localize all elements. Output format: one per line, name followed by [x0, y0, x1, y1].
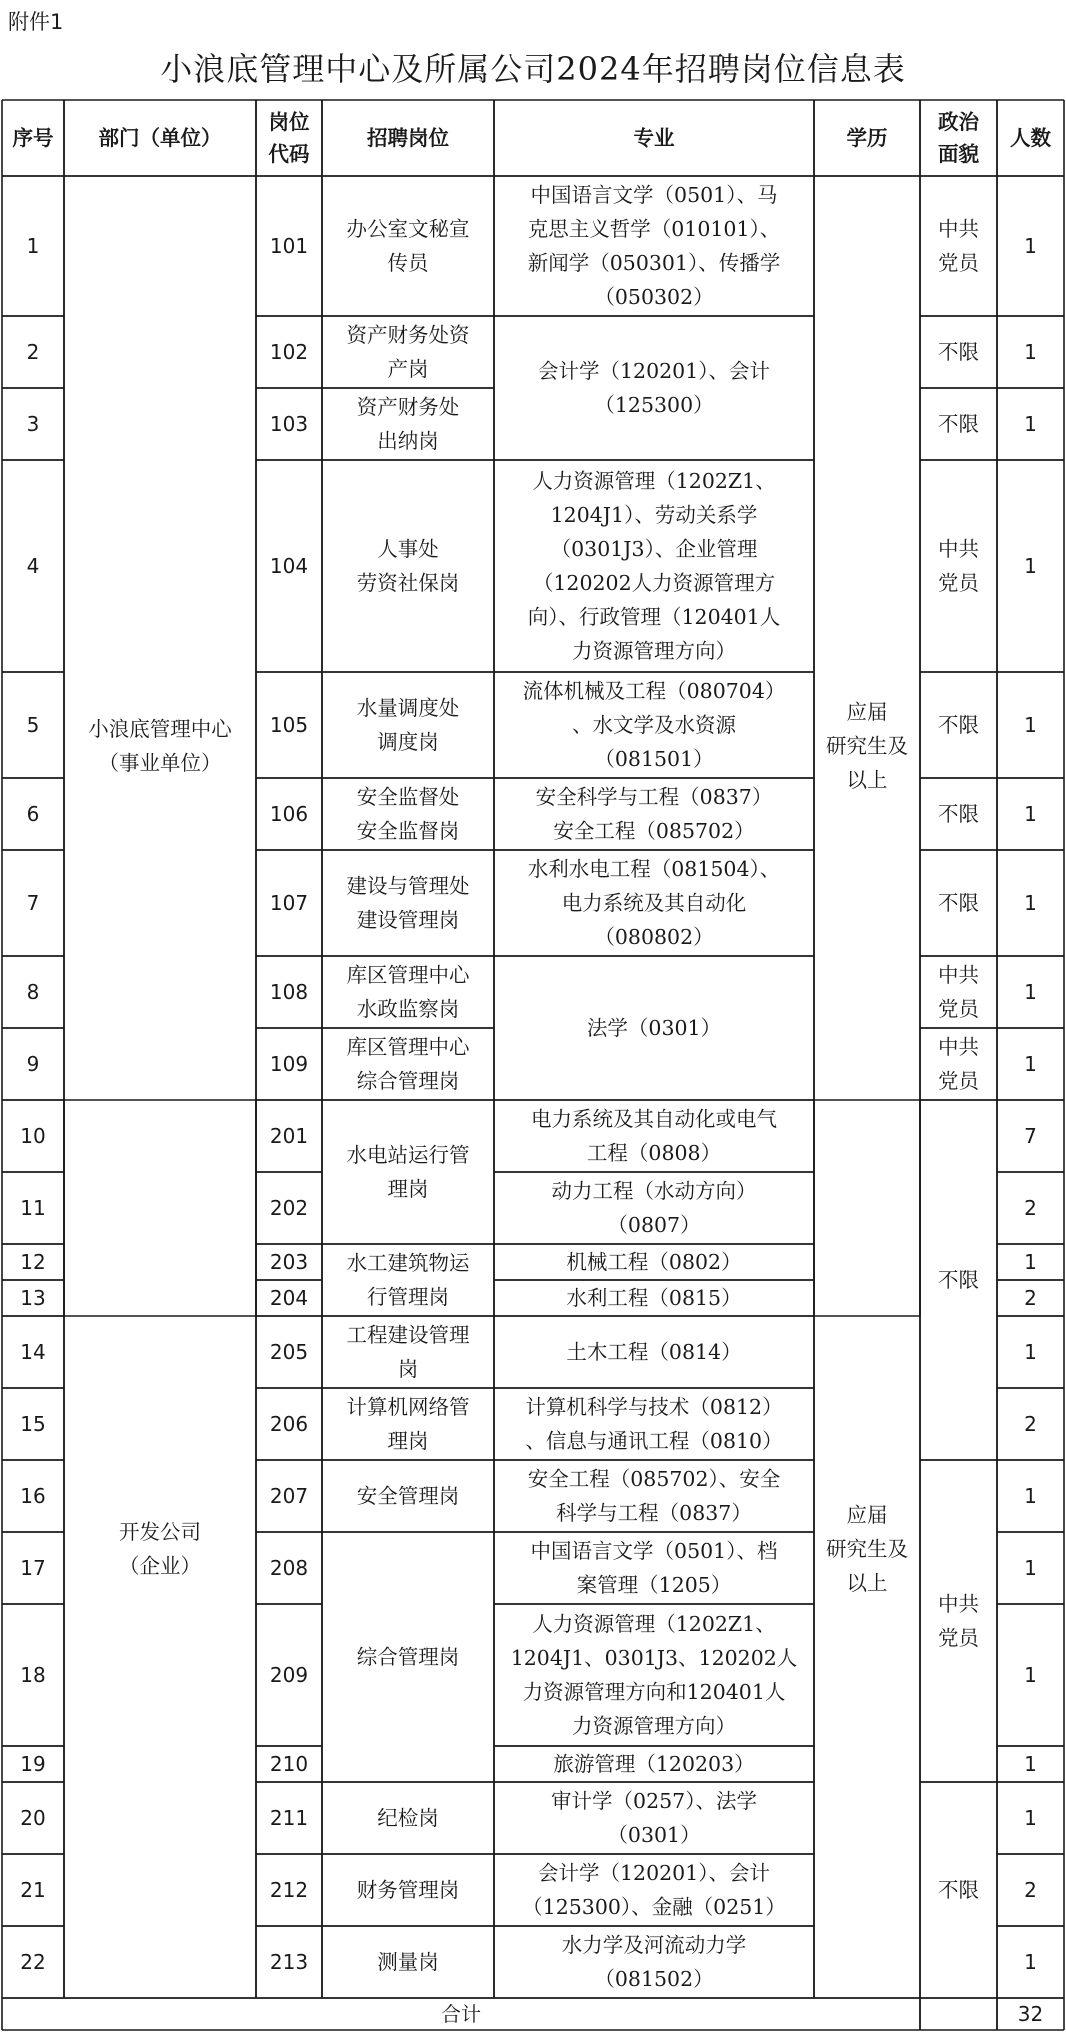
- cell-education: 应届 研究生及 以上: [826, 1503, 908, 1595]
- cell-seq: 11: [20, 1196, 46, 1220]
- cell-post-code: 210: [269, 1752, 309, 1776]
- cell-seq: 17: [20, 1556, 46, 1580]
- cell-headcount: 1: [1024, 1484, 1037, 1508]
- cell-major: 机械工程（0802）: [566, 1250, 742, 1274]
- cell-post-code: 109: [269, 1052, 309, 1076]
- cell-post-code: 104: [269, 554, 309, 578]
- cell-seq: 9: [26, 1052, 40, 1076]
- cell-major: 中国语言文学（0501）、马 克思主义哲学（010101）、 新闻学（050301）、传播学 （050302）: [527, 183, 781, 309]
- cell-major: 审计学（0257）、法学 （0301）: [551, 1789, 757, 1847]
- cell-post: 安全管理岗: [356, 1484, 460, 1508]
- cell-post: 工程建设管理 岗: [346, 1323, 470, 1381]
- cell-post: 办公室文秘宣 传员: [346, 217, 470, 275]
- cell-post: 纪检岗: [377, 1806, 439, 1830]
- cell-seq: 8: [26, 980, 40, 1004]
- cell-post: 水工建筑物运 行管理岗: [346, 1251, 470, 1309]
- total-headcount: 32: [1017, 2002, 1044, 2026]
- cell-headcount: 1: [1024, 1663, 1037, 1687]
- cell-post-code: 207: [269, 1484, 309, 1508]
- cell-headcount: 2: [1024, 1196, 1037, 1220]
- cell-seq: 13: [20, 1286, 46, 1310]
- cell-major: 人力资源管理（1202Z1、 1204J1、0301J3、120202人 力资源管理方向和120401人 力资源管理方向）: [510, 1612, 798, 1738]
- cell-major: 会计学（120201）、会计 （125300）: [537, 359, 770, 417]
- cell-headcount: 1: [1024, 1250, 1037, 1274]
- cell-headcount: 1: [1024, 980, 1037, 1004]
- cell-major: 电力系统及其自动化或电气 工程（0808）: [531, 1107, 777, 1165]
- cell-seq: 2: [26, 340, 40, 364]
- cell-post-code: 204: [269, 1286, 309, 1310]
- cell-post: 安全监督处 安全监督岗: [356, 785, 460, 843]
- cell-post-code: 213: [269, 1950, 309, 1974]
- cell-major: 水利工程（0815）: [566, 1286, 742, 1310]
- cell-political-status: 不限: [938, 1878, 979, 1902]
- cell-major: 计算机科学与技术（0812） 、信息与通讯工程（0810）: [525, 1395, 783, 1453]
- cell-headcount: 1: [1024, 802, 1037, 826]
- cell-department: 小浪底管理中心 （事业单位）: [88, 717, 232, 775]
- header-post-code: 岗位 代码: [268, 110, 310, 166]
- cell-political-status: 不限: [938, 891, 979, 915]
- cell-headcount: 1: [1024, 1556, 1037, 1580]
- cell-post: 库区管理中心 水政监察岗: [346, 963, 470, 1021]
- cell-major: 水力学及河流动力学 （081502）: [561, 1933, 747, 1991]
- cell-post-code: 107: [269, 891, 309, 915]
- cell-headcount: 2: [1024, 1412, 1037, 1436]
- cell-headcount: 1: [1024, 891, 1037, 915]
- header-education: 学历: [846, 126, 888, 150]
- cell-seq: 4: [26, 554, 40, 578]
- cell-major: 土木工程（0814）: [566, 1340, 742, 1364]
- header-headcount: 人数: [1010, 126, 1051, 150]
- cell-post-code: 205: [269, 1340, 309, 1364]
- cell-seq: 1: [26, 234, 40, 258]
- cell-post: 计算机网络管 理岗: [346, 1395, 470, 1453]
- cell-post: 资产财务处资 产岗: [346, 323, 470, 381]
- cell-post-code: 108: [269, 980, 309, 1004]
- cell-seq: 6: [26, 802, 40, 826]
- header-political-status: 政治 面貌: [938, 110, 979, 166]
- cell-post-code: 203: [269, 1250, 309, 1274]
- cell-headcount: 1: [1024, 1806, 1037, 1830]
- cell-political-status: 中共 党员: [938, 1035, 979, 1093]
- cell-post: 综合管理岗: [356, 1645, 460, 1669]
- cell-major: 安全工程（085702）、安全 科学与工程（0837）: [527, 1467, 781, 1525]
- cell-seq: 18: [20, 1663, 46, 1687]
- cell-political-status: 中共 党员: [938, 1592, 979, 1650]
- cell-political-status: 中共 党员: [938, 217, 979, 275]
- cell-post-code: 103: [269, 412, 309, 436]
- cell-post-code: 211: [269, 1806, 309, 1830]
- cell-major: 会计学（120201）、会计 （125300）、金融（0251）: [522, 1861, 786, 1919]
- page-title: 小浪底管理中心及所属公司2024年招聘岗位信息表: [160, 50, 906, 88]
- cell-seq: 16: [20, 1484, 46, 1508]
- cell-major: 旅游管理（120203）: [553, 1752, 755, 1776]
- cell-seq: 3: [26, 412, 40, 436]
- cell-post-code: 202: [269, 1196, 309, 1220]
- cell-headcount: 1: [1024, 1340, 1037, 1364]
- cell-headcount: 1: [1024, 1052, 1037, 1076]
- cell-headcount: 1: [1024, 1752, 1037, 1776]
- cell-seq: 10: [20, 1124, 46, 1148]
- total-label: 合计: [441, 2002, 481, 2026]
- cell-department: 开发公司 （企业）: [119, 1520, 201, 1578]
- cell-headcount: 2: [1024, 1878, 1037, 1902]
- header-department: 部门（单位）: [98, 126, 222, 150]
- cell-post: 财务管理岗: [356, 1878, 460, 1902]
- cell-post-code: 208: [269, 1556, 309, 1580]
- cell-headcount: 1: [1024, 234, 1037, 258]
- cell-major: 中国语言文学（0501）、档 案管理（1205）: [530, 1539, 778, 1597]
- cell-seq: 14: [20, 1340, 46, 1364]
- cell-major: 动力工程（水动方向） （0807）: [551, 1179, 757, 1237]
- header-seq: 序号: [12, 126, 54, 150]
- cell-major: 流体机械及工程（080704） 、水文学及水资源 （081501）: [522, 679, 786, 771]
- header-post: 招聘岗位: [367, 126, 449, 150]
- cell-post-code: 212: [269, 1878, 309, 1902]
- cell-headcount: 1: [1024, 1950, 1037, 1974]
- cell-seq: 22: [20, 1950, 46, 1974]
- cell-major: 人力资源管理（1202Z1、 1204J1）、劳动关系学 （0301J3）、企业管理 （120202人力资源管理方 向）、行政管理（120401人 力资源管理方向）: [527, 469, 781, 663]
- cell-post-code: 106: [269, 802, 309, 826]
- cell-seq: 19: [20, 1752, 46, 1776]
- cell-political-status: 不限: [938, 412, 979, 436]
- cell-headcount: 7: [1024, 1124, 1037, 1148]
- cell-post-code: 209: [269, 1663, 309, 1687]
- cell-political-status: 不限: [938, 713, 979, 737]
- cell-headcount: 1: [1024, 340, 1037, 364]
- cell-major: 水利水电工程（081504）、 电力系统及其自动化 （080802）: [527, 857, 781, 949]
- cell-post: 库区管理中心 综合管理岗: [346, 1035, 470, 1093]
- cell-post-code: 101: [269, 234, 309, 258]
- cell-seq: 12: [20, 1250, 46, 1274]
- cell-post: 资产财务处 出纳岗: [356, 395, 460, 453]
- total-political-status: [920, 1998, 997, 2030]
- cell-political-status: 不限: [938, 1268, 979, 1292]
- attachment-label: 附件1: [8, 10, 64, 34]
- cell-post: 建设与管理处 建设管理岗: [346, 874, 470, 932]
- cell-headcount: 1: [1024, 554, 1037, 578]
- cell-seq: 20: [20, 1806, 46, 1830]
- cell-post: 水量调度处 调度岗: [356, 696, 460, 754]
- cell-education: 应届 研究生及 以上: [826, 700, 908, 792]
- cell-headcount: 2: [1024, 1286, 1037, 1310]
- cell-post: 水电站运行管 理岗: [346, 1143, 470, 1201]
- cell-post-code: 201: [269, 1124, 309, 1148]
- cell-seq: 21: [20, 1878, 46, 1902]
- cell-political-status: 不限: [938, 802, 979, 826]
- cell-post-code: 105: [269, 713, 309, 737]
- cell-headcount: 1: [1024, 713, 1037, 737]
- cell-post-code: 206: [269, 1412, 309, 1436]
- cell-post: 测量岗: [377, 1950, 439, 1974]
- cell-seq: 5: [26, 713, 40, 737]
- cell-post: 人事处 劳资社保岗: [356, 537, 460, 595]
- cell-headcount: 1: [1024, 412, 1037, 436]
- header-major: 专业: [633, 126, 675, 150]
- cell-political-status: 中共 党员: [938, 537, 979, 595]
- cell-major: 法学（0301）: [586, 1016, 722, 1040]
- cell-political-status: 不限: [938, 340, 979, 364]
- cell-post-code: 102: [269, 340, 309, 364]
- cell-seq: 15: [20, 1412, 46, 1436]
- cell-major: 安全科学与工程（0837） 安全工程（085702）: [535, 785, 773, 843]
- cell-seq: 7: [26, 891, 40, 915]
- cell-political-status: 中共 党员: [938, 963, 979, 1021]
